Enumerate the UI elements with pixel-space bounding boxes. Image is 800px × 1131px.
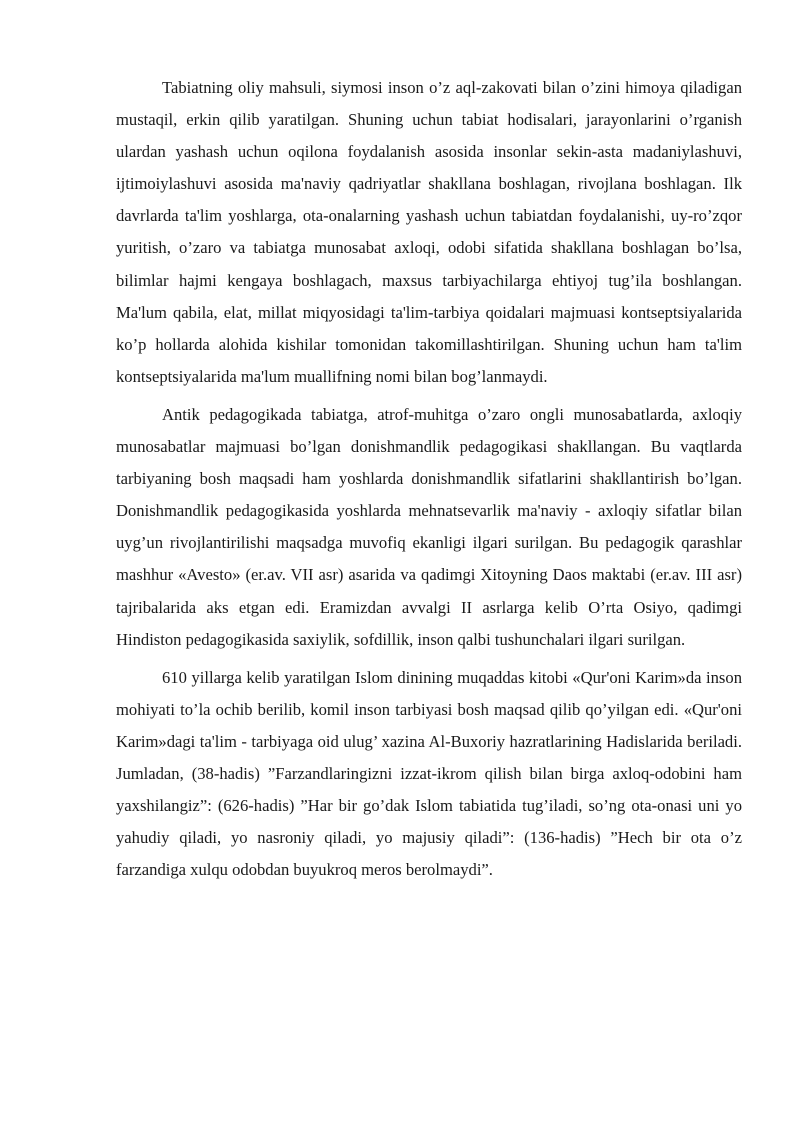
paragraph-3: 610 yillarga kelib yaratilgan Islom dinining muqaddas kitobi «Qur'oni Karim»da inson mohiyati to’la ochib berilib, komil inson tarbiyasi bosh maqsad qilib qo’yilgan edi. «Qur'oni Karim»dagi ta'lim - tarbiyaga oid ulug’ xazina Al-Buxoriy hazratlarining Hadislarida beriladi. Jumladan, (38-hadis) ”Farzandlaringizni izzat-ikrom qilish bilan birga axloq-odobini ham yaxshilangiz”: (626-hadis) ”Har bir go’dak Islom tabiatida tug’iladi, so’ng ota-onasi uni yo yahudiy qiladi, yo nasroniy qiladi, yo majusiy qiladi”: (136-hadis) ”Hech bir ota o’z farzandiga xulqu odobdan buyukroq meros berolmaydi”. (116, 667, 742, 880)
document-page (116, 72, 742, 886)
paragraph-2: Antik pedagogikada tabiatga, atrof-muhitga o’zaro ongli munosabatlarda, axloqiy munosabatlar majmuasi bo’lgan donishmandlik pedagogikasi shakllangan. Bu vaqtlarda tarbiyaning bosh maqsadi ham yoshlarda donishmandlik sifatlarini shakllantirish bo’lgan. Donishmandlik pedagogikasida yoshlarda mehnatsevarlik ma'naviy - axloqiy sifatlar bilan uyg’un rivojlantirilishi maqsadga muvofiq ekanligi ilgari surilgan. Bu pedagogik qarashlar mashhur «Avesto» (er.av. VII asr) asarida va qadimgi Xitoyning Daos maktabi (er.av. III asr) tajribalarida aks etgan edi. Eramizdan avvalgi II asrlarga kelib O’rta Osiyo, qadimgi Hindiston pedagogikasida saxiylik, sofdillik, inson qalbi tushunchalari ilgari surilgan. (116, 404, 742, 649)
paragraph-1: Tabiatning oliy mahsuli, siymosi inson o’z aql-zakovati bilan o’zini himoya qiladigan mustaqil, erkin qilib yaratilgan. Shuning uchun tabiat hodisalari, jarayonlarini o’rganish ulardan yashash uchun oqilona foydalanish asosida insonlar sekin-asta madaniylashuvi, ijtimoiylashuvi asosida ma'naviy qadriyatlar shakllana boshlagan, rivojlana boshlagan. Ilk davrlarda ta'lim yoshlarga, ota-onalarning yashash uchun tabiatdan foydalanishi, uy-ro’zqor yuritish, o’zaro va tabiatga munosabat axloqi, odobi sifatida shakllana boshlagan bo’lsa, bilimlar hajmi kengaya boshlagach, maxsus tarbiyachilarga ehtiyoj tug’ila boshlangan. Ma'lum qabila, elat, millat miqyosidagi ta'lim-tarbiya qoidalari majmuasi kontseptsiyalarida ko’p hollarda alohida kishilar tomonidan takomillashtirilgan. Shuning uchun ham ta'lim kontseptsiyalarida ma'lum muallifning nomi bilan bog’lanmaydi. (116, 78, 742, 386)
